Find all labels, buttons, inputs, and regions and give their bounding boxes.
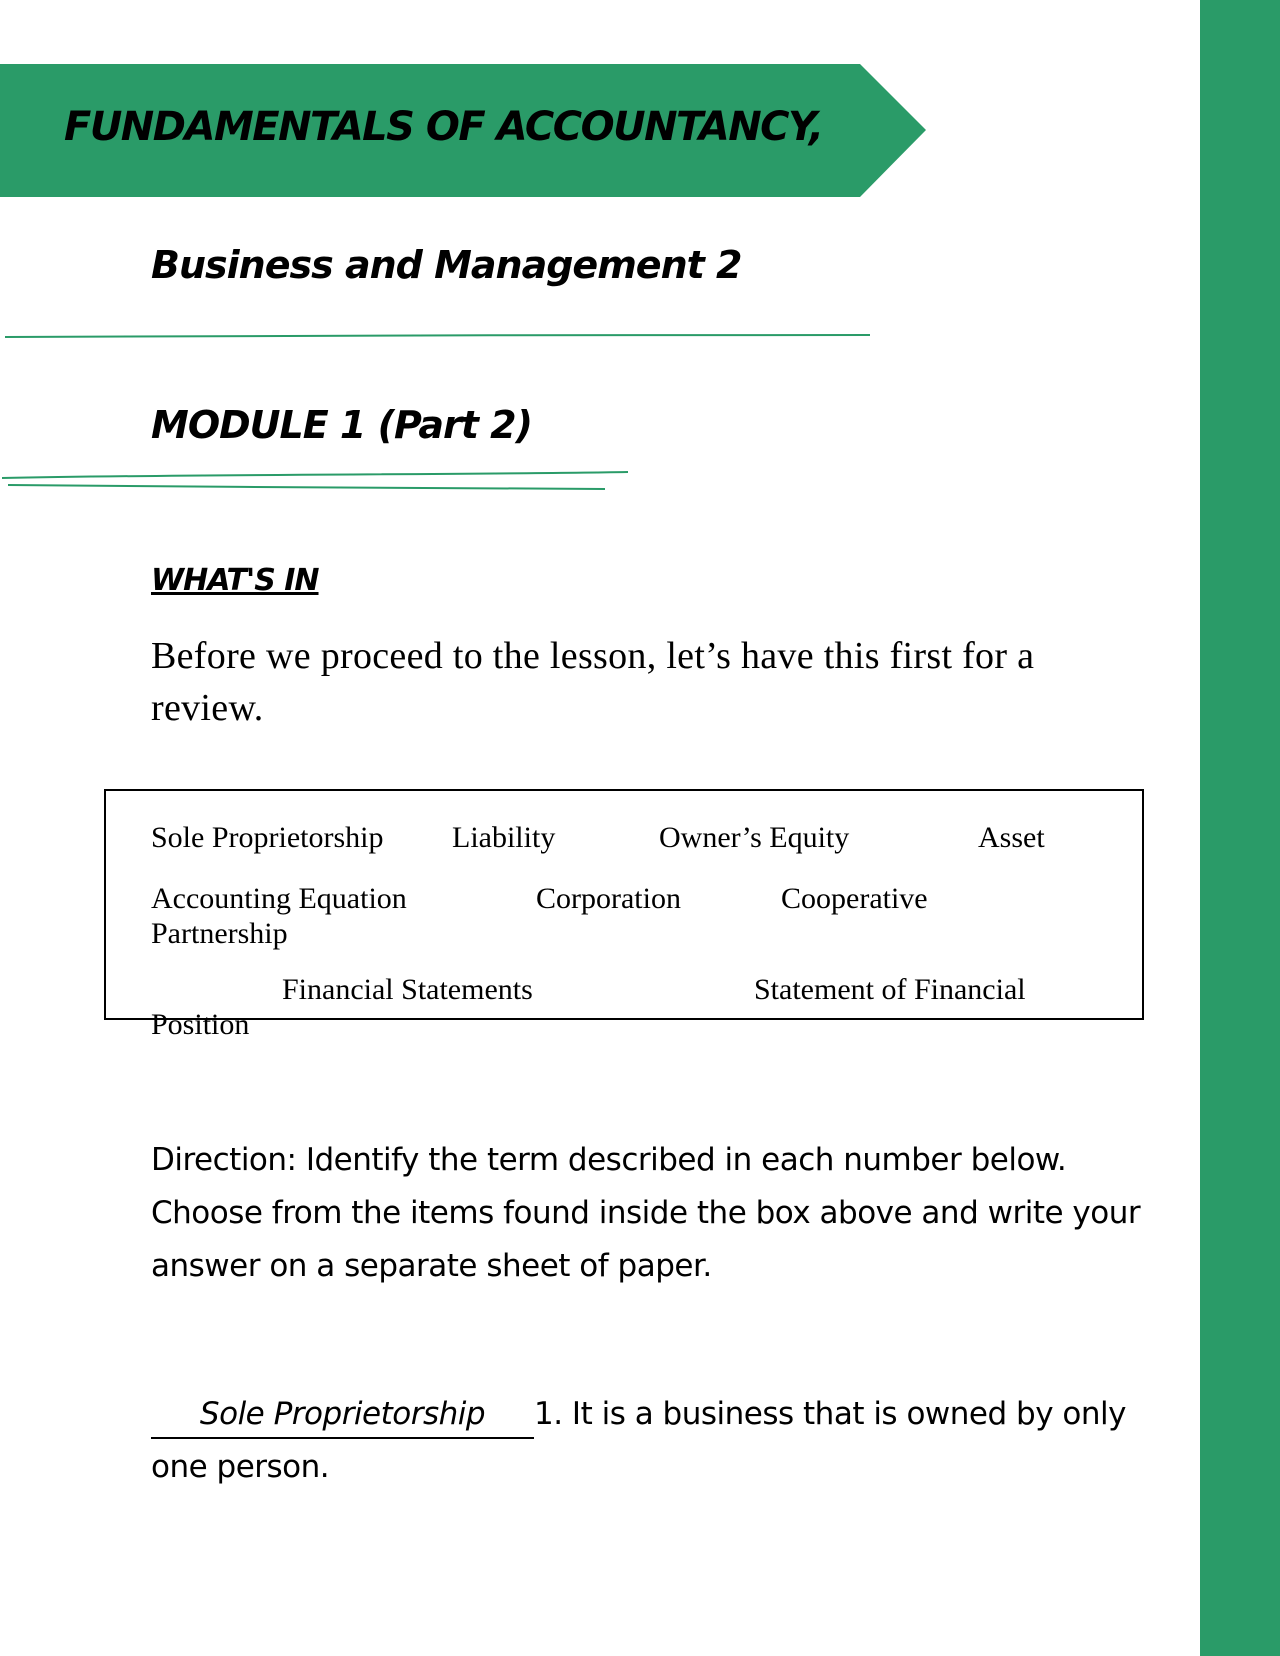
- term-accounting-equation: Accounting Equation: [151, 882, 407, 915]
- term-partnership: Partnership: [151, 917, 288, 950]
- question-1: [151, 1388, 1151, 1494]
- term-sole-proprietorship: Sole Proprietorship: [151, 821, 384, 854]
- intro-paragraph: Before we proceed to the lesson, let’s have this first for a review.: [151, 635, 1035, 729]
- subtitle: Business and Management 2: [151, 243, 742, 287]
- term-corporation: Corporation: [536, 882, 681, 915]
- term-cooperative: Cooperative: [781, 882, 928, 915]
- side-accent-bar: [1200, 0, 1280, 1656]
- term-liability: Liability: [452, 821, 556, 854]
- banner-title: FUNDAMENTALS OF ACCOUNTANCY,: [64, 104, 823, 150]
- question-text: 1. It is a business that is owned by only one person.: [151, 1396, 1126, 1485]
- direction-text: Direction: Identify the term described in each number below. Choose from the items found inside the box above and write your answer on a separate sheet of paper.: [151, 1142, 1141, 1284]
- term-owners-equity: Owner’s Equity: [659, 821, 850, 854]
- term-financial-statements: Financial Statements: [282, 973, 533, 1006]
- term-position: Position: [151, 1008, 250, 1041]
- module-title: MODULE 1 (Part 2): [151, 403, 532, 447]
- section-heading-whats-in: WHAT'S IN: [151, 563, 319, 598]
- term-statement-of-financial: Statement of Financial: [754, 973, 1026, 1006]
- term-asset: Asset: [978, 821, 1045, 854]
- answer-blank: Sole Proprietorship: [151, 1391, 534, 1439]
